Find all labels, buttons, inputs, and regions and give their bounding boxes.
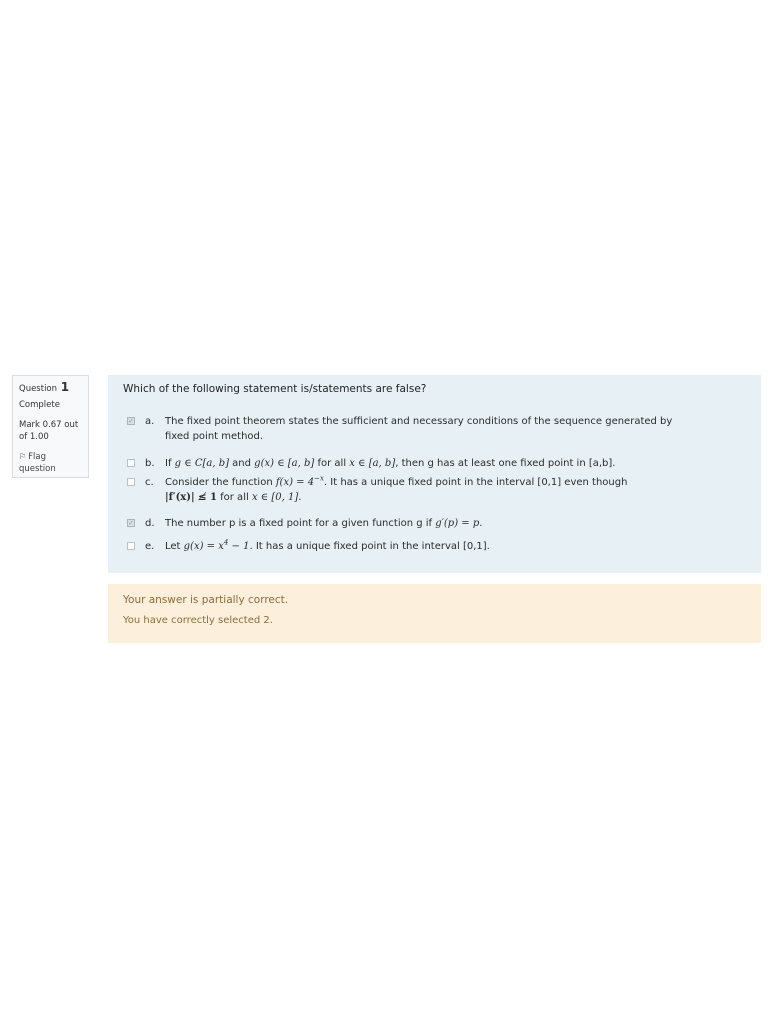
- math-expression: [275, 474, 324, 488]
- math-expression: g(x) ∈ [a, b]: [254, 458, 315, 469]
- answer-text: [165, 475, 735, 505]
- math-expression: [252, 492, 298, 503]
- math-superscript: −x: [314, 474, 324, 483]
- math-part: |f′(x)| ≰ 1: [165, 492, 217, 503]
- answer-checkbox-d[interactable]: ✓: [128, 519, 134, 527]
- math-superscript: 4: [223, 538, 229, 547]
- answer-text: [165, 414, 735, 444]
- question-text: Which of the following statement is/statements are false?: [123, 383, 427, 395]
- answer-letter: a.: [145, 416, 155, 427]
- answer-letter: d.: [145, 518, 155, 529]
- answer-checkbox-e[interactable]: [127, 542, 135, 550]
- answer-text-part: . It has a unique fixed point in the interval [0,1].: [249, 541, 490, 552]
- answer-text-part: for all: [216, 492, 252, 503]
- answer-text-part: .: [479, 518, 483, 529]
- answer-letter: e.: [145, 541, 155, 552]
- answer-text-part: , then g has at least one fixed point in [a,b].: [395, 458, 616, 469]
- question-formulation: [108, 375, 761, 573]
- answer-text-part: .: [298, 492, 302, 503]
- answer-text-part: and: [229, 458, 255, 469]
- answer-letter: b.: [145, 458, 155, 469]
- answer-text-part: for all: [314, 458, 350, 469]
- math-expression: g ∈ C[a, b]: [174, 458, 229, 469]
- answer-text-part: The number p is a fixed point for a given function g if: [165, 518, 436, 529]
- answer-checkbox-b[interactable]: [127, 459, 135, 467]
- answer-text-part: Let: [165, 541, 184, 552]
- answer-text-line-1: The fixed point theorem states the sufficient and necessary conditions of the sequence generated by: [165, 416, 673, 427]
- answer-text-part: If: [165, 458, 175, 469]
- math-part: f(x) = 4: [275, 477, 315, 488]
- question-info-panel: [12, 375, 89, 478]
- feedback-panel: [108, 584, 761, 643]
- answer-text-part: . It has a unique fixed point in the interval [0,1] even though: [323, 477, 628, 488]
- answer-text: [165, 516, 735, 531]
- question-number-value: 1: [60, 380, 70, 394]
- grade-line-2: of 1.00: [19, 432, 49, 442]
- question-grade: [19, 419, 82, 443]
- answer-text: [165, 539, 735, 554]
- answer-checkbox-c[interactable]: [127, 478, 135, 486]
- flag-icon: ⚐: [19, 452, 27, 461]
- grade-line-1: Mark 0.67 out: [19, 420, 79, 430]
- feedback-summary: Your answer is partially correct.: [123, 594, 289, 606]
- question-state: Complete: [19, 400, 60, 410]
- answer-checkbox-a[interactable]: ✓: [128, 417, 134, 425]
- flag-question-label: Flag question: [19, 452, 56, 474]
- math-expression: [183, 538, 250, 552]
- answer-letter: c.: [145, 477, 154, 488]
- answer-text-part: Consider the function: [165, 477, 276, 488]
- math-expression: x ∈ [a, b]: [349, 458, 396, 469]
- answer-text-line-2: fixed point method.: [165, 431, 264, 442]
- flag-question-link[interactable]: [19, 451, 82, 475]
- math-expression: g′(p) = p: [435, 518, 480, 529]
- answer-text: [165, 456, 735, 471]
- math-part: g(x) = x: [183, 541, 224, 552]
- math-expression: [165, 492, 217, 503]
- question-number: [19, 381, 82, 395]
- feedback-detail: You have correctly selected 2.: [123, 615, 273, 626]
- math-part: − 1: [228, 541, 250, 552]
- math-part: x ∈ [0, 1]: [251, 492, 299, 503]
- question-label: Question: [19, 384, 58, 394]
